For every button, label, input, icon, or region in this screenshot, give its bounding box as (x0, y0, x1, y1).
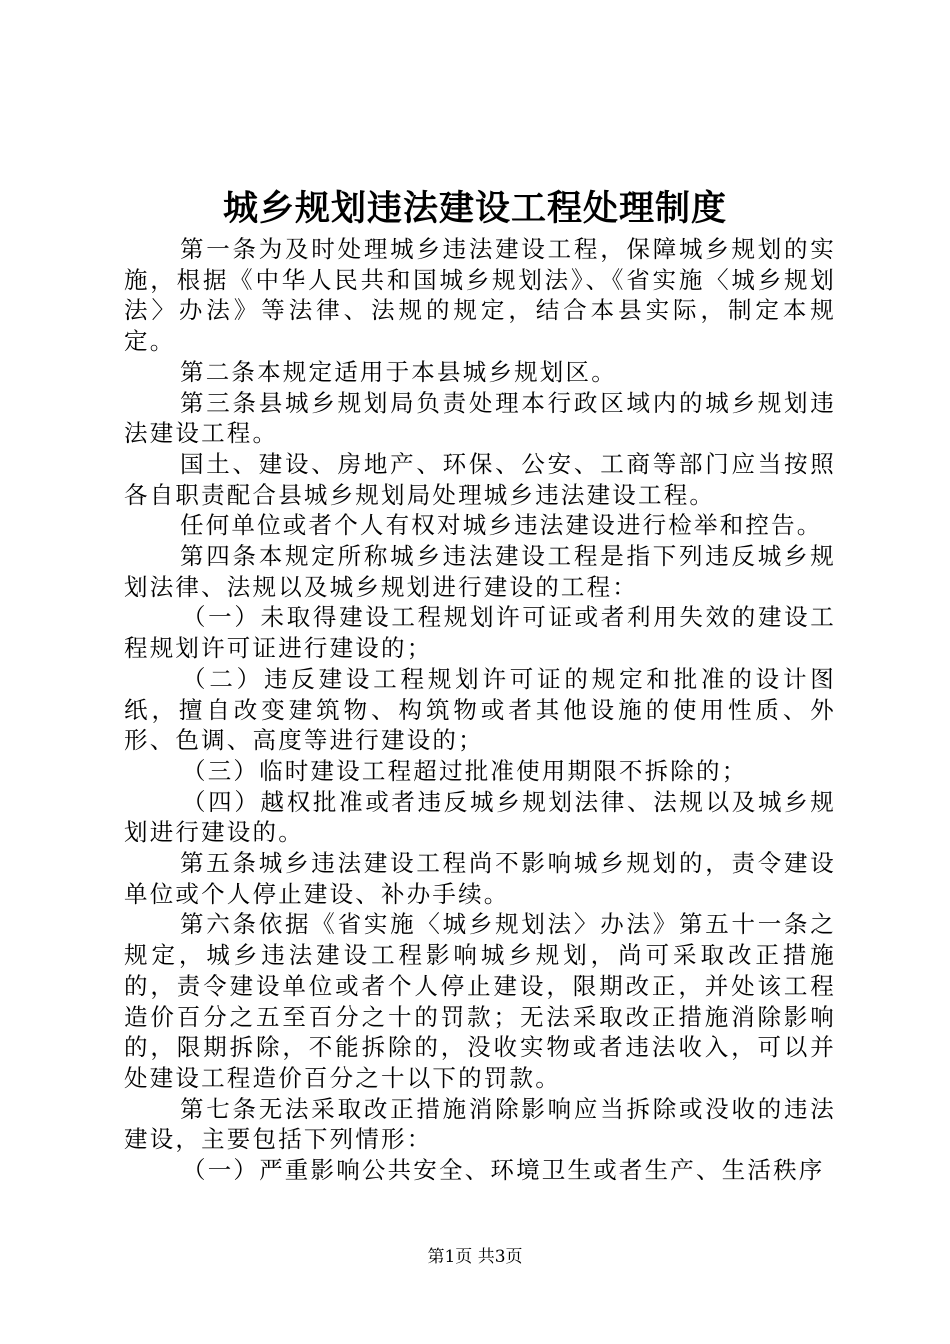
paragraph-article-7: 第七条无法采取改正措施消除影响应当拆除或没收的违法建设，主要包括下列情形： (124, 1094, 836, 1154)
list-item-4-1: （一）未取得建设工程规划许可证或者利用失效的建设工程规划许可证进行建设的； (124, 603, 836, 663)
paragraph-article-2: 第二条本规定适用于本县城乡规划区。 (180, 357, 617, 386)
list-item-4-3: （三）临时建设工程超过批准使用期限不拆除的； (182, 756, 748, 785)
list-item-7-1: （一）严重影响公共安全、环境卫生或者生产、生活秩序 (182, 1156, 825, 1185)
paragraph-article-5: 第五条城乡违法建设工程尚不影响城乡规划的，责令建设单位或个人停止建设、补办手续。 (124, 849, 836, 908)
paragraph-reporting: 任何单位或者个人有权对城乡违法建设进行检举和控告。 (180, 511, 823, 540)
paragraph-article-4: 第四条本规定所称城乡违法建设工程是指下列违反城乡规划法律、法规以及城乡规划进行建设的工程： (124, 542, 836, 601)
paragraph-article-6: 第六条依据《省实施〈城乡规划法〉办法》第五十一条之规定，城乡违法建设工程影响城乡规划，尚可采取改正措施的，责令建设单位或者个人停止建设，限期改正，并处该工程造价百分之五至百分之十的罚款；无法采取改正措施消除影响的，限期拆除，不能拆除的，没收实物或者违法收入，可以并处建设工程造价百分之十以下的罚款。 (124, 910, 836, 1092)
page-number-footer: 第1页 共3页 (427, 1247, 523, 1267)
list-item-4-4: （四）越权批准或者违反城乡规划法律、法规以及城乡规划进行建设的。 (124, 787, 836, 847)
document-body (124, 234, 836, 1186)
paragraph-article-1: 第一条为及时处理城乡违法建设工程，保障城乡规划的实施，根据《中华人民共和国城乡规划法》、《省实施〈城乡规划法〉办法》等法律、法规的规定，结合本县实际，制定本规定。 (124, 235, 836, 356)
paragraph-departments: 国土、建设、房地产、环保、公安、工商等部门应当按照各自职责配合县城乡规划局处理城乡违法建设工程。 (124, 449, 836, 509)
document-title: 城乡规划违法建设工程处理制度 (222, 188, 727, 229)
paragraph-article-3: 第三条县城乡规划局负责处理本行政区域内的城乡规划违法建设工程。 (124, 388, 836, 448)
list-item-4-2: （二）违反建设工程规划许可证的规定和批准的设计图纸，擅自改变建筑物、构筑物或者其他设施的使用性质、外形、色调、高度等进行建设的； (124, 664, 836, 755)
